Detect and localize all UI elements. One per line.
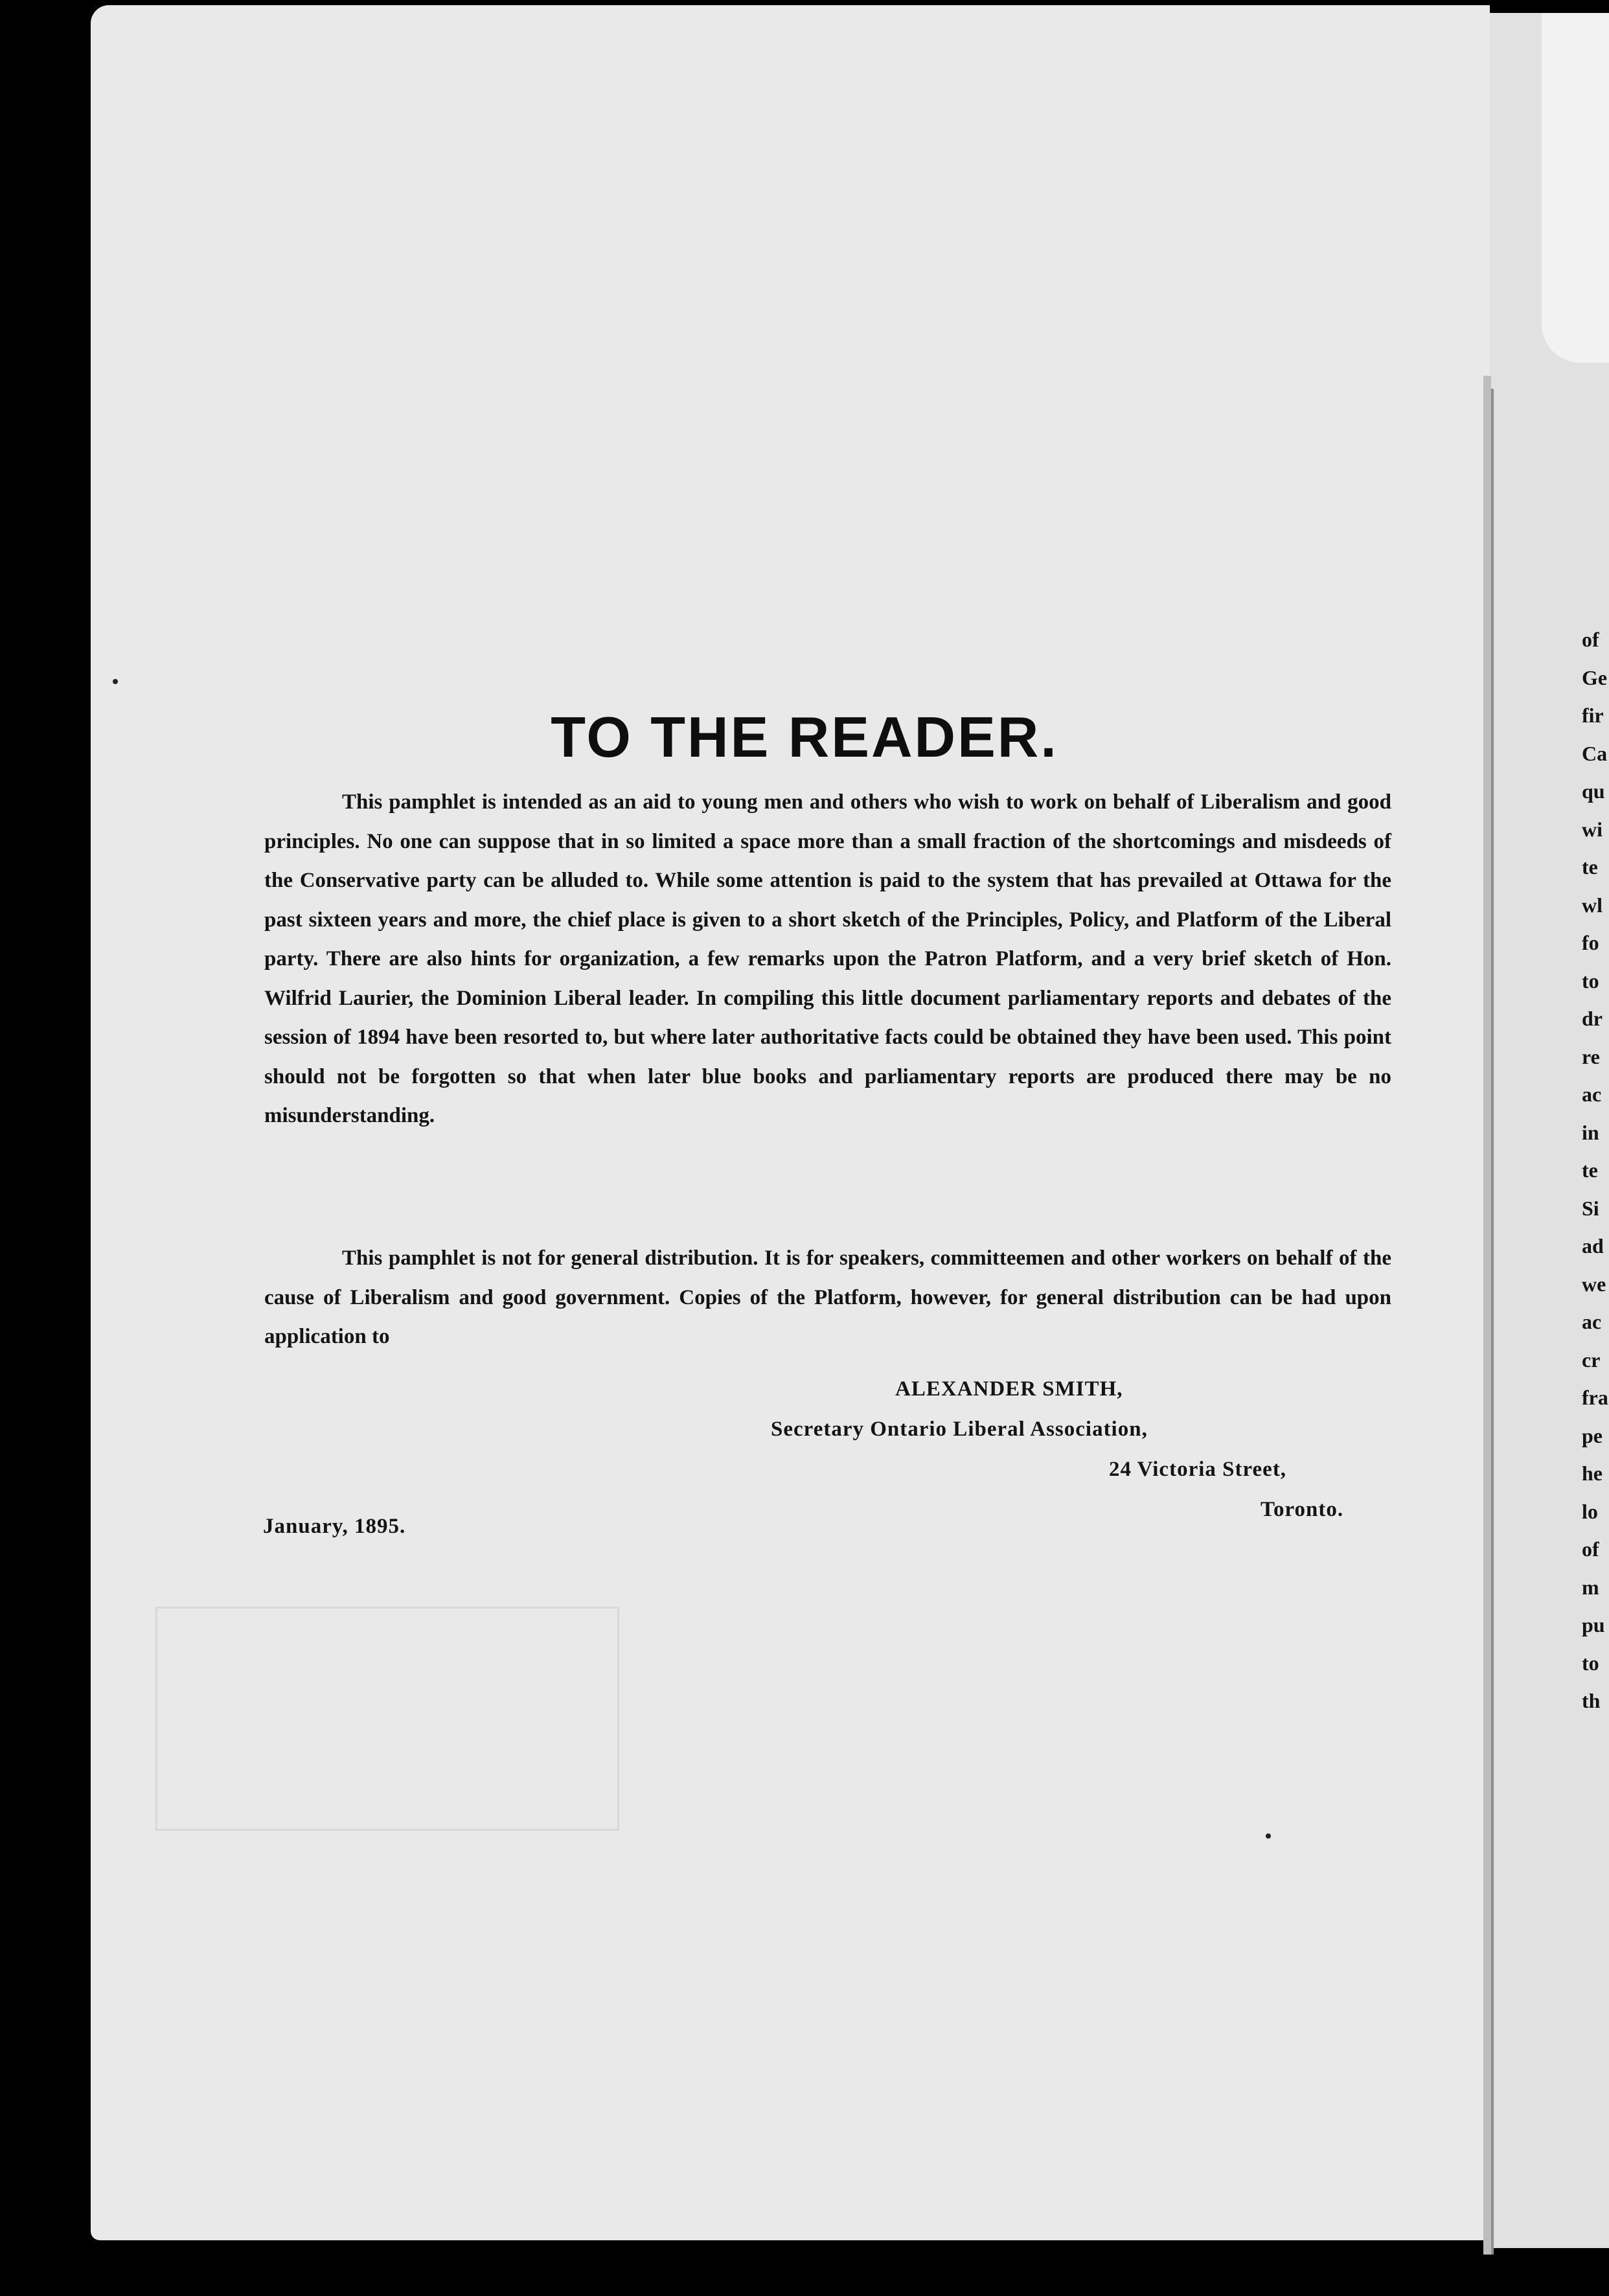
signature-street: 24 Victoria Street,: [1109, 1458, 1287, 1481]
facing-line-fragment: of: [1582, 628, 1599, 651]
distribution-paragraph: [264, 1239, 1391, 1357]
facing-line-fragment: th: [1582, 1689, 1601, 1712]
facing-line-fragment: re: [1582, 1044, 1600, 1068]
facing-line-fragment: te: [1582, 855, 1598, 878]
facing-page-text-column: [1582, 621, 1608, 1720]
paragraph-text: This pamphlet is not for general distribution. It is for speakers, committeemen and other workers on behalf of the cause of Liberalism and good government. Copies of the Platform, however, for general distribution can be had upon application to: [264, 1246, 1391, 1348]
facing-line-fragment: pu: [1582, 1613, 1605, 1636]
facing-line-fragment: wl: [1582, 893, 1603, 917]
facing-line-fragment: he: [1582, 1462, 1603, 1485]
facing-line-fragment: m: [1582, 1575, 1599, 1599]
facing-line-fragment: Ca: [1582, 741, 1608, 765]
facing-line-fragment: wi: [1582, 817, 1603, 841]
facing-line-fragment: fo: [1582, 931, 1599, 954]
facing-line-fragment: Ge: [1582, 665, 1608, 689]
signature-name: ALEXANDER SMITH,: [895, 1377, 1123, 1401]
facing-line-fragment: fir: [1582, 704, 1604, 727]
folded-corner: [1542, 13, 1609, 363]
facing-line-fragment: in: [1582, 1120, 1599, 1144]
facing-line-fragment: pe: [1582, 1423, 1603, 1447]
facing-line-fragment: to: [1582, 1651, 1599, 1675]
facing-line-fragment: we: [1582, 1272, 1606, 1296]
signature-city: Toronto.: [1261, 1498, 1344, 1521]
facing-line-fragment: to: [1582, 969, 1599, 993]
facing-line-fragment: te: [1582, 1158, 1598, 1182]
page-fold-shadow: [1483, 376, 1491, 2255]
speck-mark: [1266, 1833, 1271, 1839]
speck-mark: [113, 679, 118, 684]
publication-date: January, 1895.: [263, 1515, 406, 1538]
page-fold-line: [1491, 389, 1494, 2255]
facing-line-fragment: Si: [1582, 1196, 1599, 1220]
facing-line-fragment: ad: [1582, 1234, 1604, 1257]
facing-line-fragment: lo: [1582, 1499, 1598, 1523]
paragraph-text: This pamphlet is intended as an aid to young men and others who wish to work on behalf of Liberalism and good principles. No one can suppose that in so limited a space more than a small fraction of the shortcomings and misdeeds of the Conservative party can be alluded to. While some attention is paid to the system that has prevailed at Ottawa for the past sixteen years and more, the chief place is given to a short sketch of the Principles, Policy, and Platform of the Liberal party. There are also hints for organization, a few remarks upon the Patron Platform, and a very brief sketch of Hon. Wilfrid Laurier, the Dominion Liberal leader. In compiling this little document parliamentary reports and debates of the session of 1894 have been resorted to, but where later authoritative facts could be obtained they have been used. This point should not be forgotten so that when later blue books and parliamentary reports are produced there may be no misunderstanding.: [264, 790, 1391, 1127]
intro-paragraph: [264, 783, 1391, 1136]
facing-line-fragment: ac: [1582, 1310, 1602, 1333]
signature-title: Secretary Ontario Liberal Association,: [771, 1418, 1148, 1441]
bleed-through-stamp: [155, 1607, 619, 1831]
page-title: TO THE READER.: [551, 704, 1058, 769]
facing-line-fragment: of: [1582, 1537, 1599, 1561]
facing-line-fragment: ac: [1582, 1083, 1602, 1106]
facing-line-fragment: cr: [1582, 1348, 1601, 1372]
facing-line-fragment: dr: [1582, 1007, 1603, 1030]
facing-line-fragment: qu: [1582, 779, 1605, 803]
facing-line-fragment: fra: [1582, 1386, 1608, 1409]
